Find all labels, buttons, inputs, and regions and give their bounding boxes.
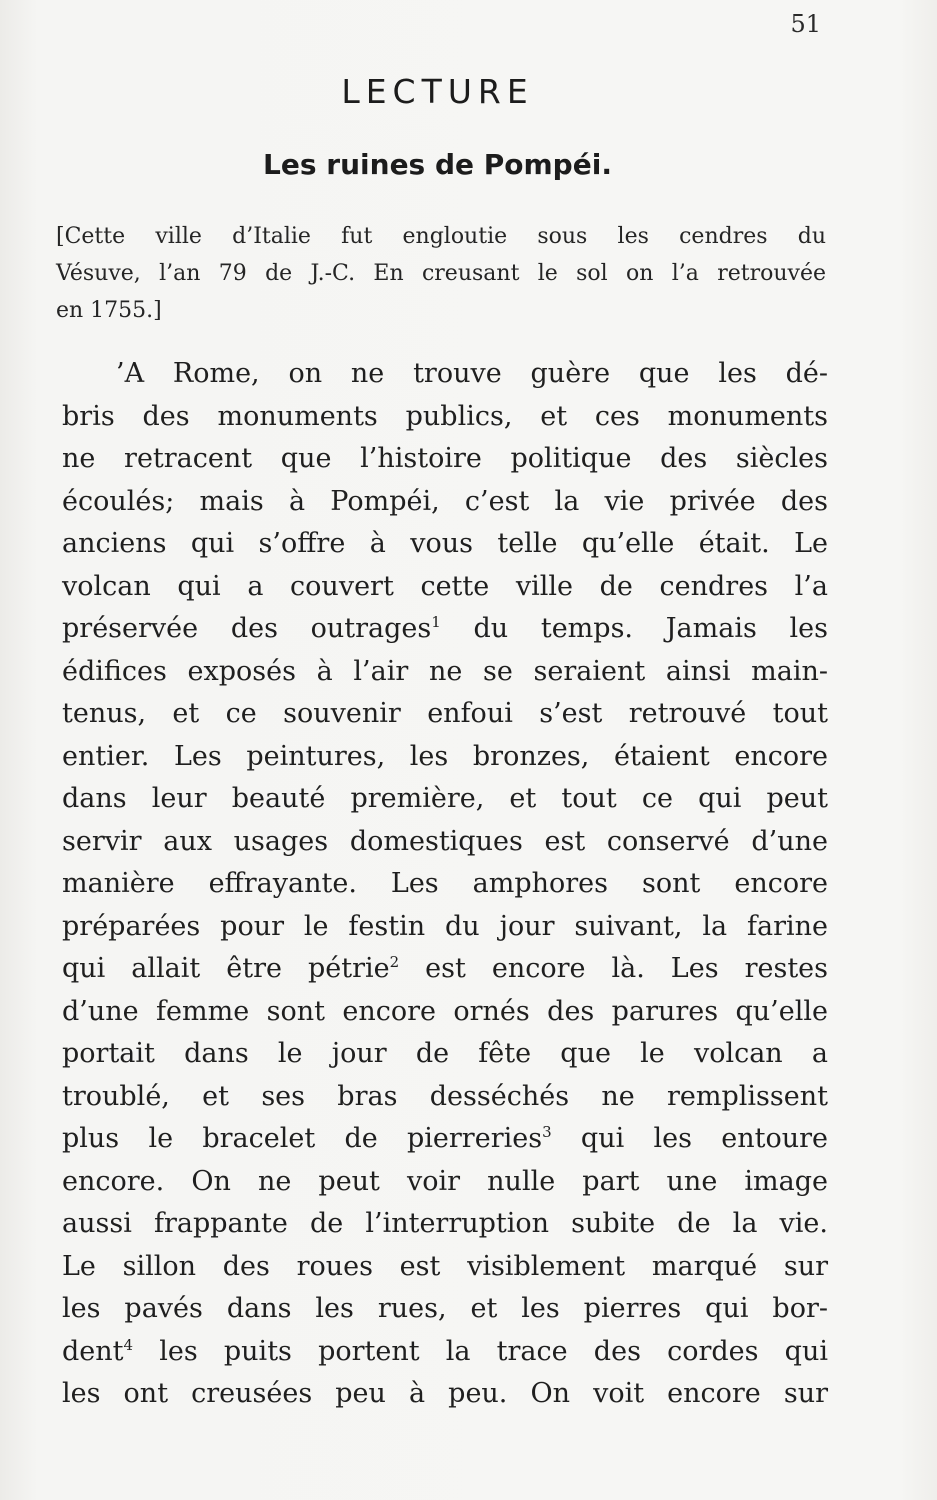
line-text: portait dans le jour de fête que le volcan a xyxy=(62,1038,828,1069)
intro-line: Vésuve, l’an 79 de J.-C. En creusant le sol on l’a retrouvée xyxy=(56,261,826,286)
line-text: édifices exposés à l’air ne se seraient ainsi main- xyxy=(62,655,828,687)
body-line xyxy=(62,906,828,949)
intro-line: [Cette ville d’Italie fut engloutie sous les cendres du xyxy=(56,224,826,249)
page-number: 51 xyxy=(790,10,821,38)
line-text: dent xyxy=(62,1335,124,1367)
body-line xyxy=(62,523,828,566)
body-line xyxy=(62,481,828,524)
line-text: bris des monuments publics, et ces monuments xyxy=(62,400,828,432)
body-line xyxy=(62,566,828,609)
body-line xyxy=(62,1033,828,1076)
line-text: anciens qui s’offre à vous telle qu’elle était. Le xyxy=(62,528,828,559)
line-text: servir aux usages domestiques est conservé d’une xyxy=(62,825,828,857)
line-text: Le sillon des roues est visiblement marqué sur xyxy=(62,1250,828,1282)
body-line xyxy=(62,1373,828,1416)
line-text: les pavés dans les rues, et les pierres qui bor- xyxy=(62,1293,828,1324)
line-text: d’une femme sont encore ornés des parures qu’elle xyxy=(62,995,828,1027)
body-line xyxy=(62,1331,828,1374)
body-line xyxy=(62,438,828,481)
body-line xyxy=(62,651,828,694)
line-text: encore. On ne peut voir nulle part une image xyxy=(62,1165,828,1197)
line-text: volcan qui a couvert cette ville de cendres l’a xyxy=(62,570,828,602)
line-text: préservée des outrages xyxy=(62,613,432,644)
line-text: les puits portent la trace des cordes qui xyxy=(133,1335,828,1367)
line-text: ’A Rome, on ne trouve guère que les dé- xyxy=(116,358,828,389)
footnote-marker-3: 3 xyxy=(542,1123,552,1141)
line-text: est encore là. Les restes xyxy=(399,953,829,984)
line-text: plus le bracelet de pierreries xyxy=(62,1123,543,1154)
body-line xyxy=(62,821,828,864)
body-line xyxy=(62,608,828,651)
footnote-marker-4: 4 xyxy=(123,1335,134,1354)
body-line xyxy=(62,948,828,991)
line-text: les ont creusées peu à peu. On voit encore sur xyxy=(62,1378,828,1409)
line-text: préparées pour le festin du jour suivant, la farine xyxy=(62,910,828,942)
line-text: écoulés; mais à Pompéi, c’est la vie privée des xyxy=(62,485,828,517)
body-line xyxy=(62,863,828,906)
line-text: du temps. Jamais les xyxy=(440,613,828,644)
line-text: tenus, et ce souvenir enfoui s’est retrouvé tout xyxy=(62,698,828,729)
body-line xyxy=(62,1288,828,1331)
footnote-marker-2: 2 xyxy=(389,953,400,971)
body-line xyxy=(62,991,828,1034)
line-text: qui les entoure xyxy=(551,1123,828,1154)
body-line xyxy=(62,1161,828,1204)
intro-line: en 1755.] xyxy=(56,298,162,323)
line-text: aussi frappante de l’interruption subite de la vie. xyxy=(62,1208,828,1239)
body-line xyxy=(62,1076,828,1119)
body-line xyxy=(62,1203,828,1246)
body-line xyxy=(62,693,828,736)
body-line xyxy=(62,396,828,439)
body-line xyxy=(62,1246,828,1289)
body-line xyxy=(62,736,828,779)
body-line xyxy=(62,778,828,821)
body-line xyxy=(62,353,828,396)
footnote-marker-1: 1 xyxy=(431,613,441,631)
section-title: LECTURE xyxy=(341,72,534,111)
line-text: dans leur beauté première, et tout ce qui peut xyxy=(62,783,828,814)
reading-title: Les ruines de Pompéi. xyxy=(263,148,612,181)
body-line xyxy=(62,1118,828,1161)
body-paragraph xyxy=(62,353,828,1416)
line-text: qui allait être pétrie xyxy=(62,953,390,984)
line-text: troublé, et ses bras desséchés ne remplissent xyxy=(62,1080,828,1112)
line-text: manière effrayante. Les amphores sont encore xyxy=(62,868,828,899)
line-text: ne retracent que l’histoire politique des siècles xyxy=(62,443,828,474)
line-text: entier. Les peintures, les bronzes, étaient encore xyxy=(62,740,828,772)
intro-note xyxy=(56,218,826,329)
